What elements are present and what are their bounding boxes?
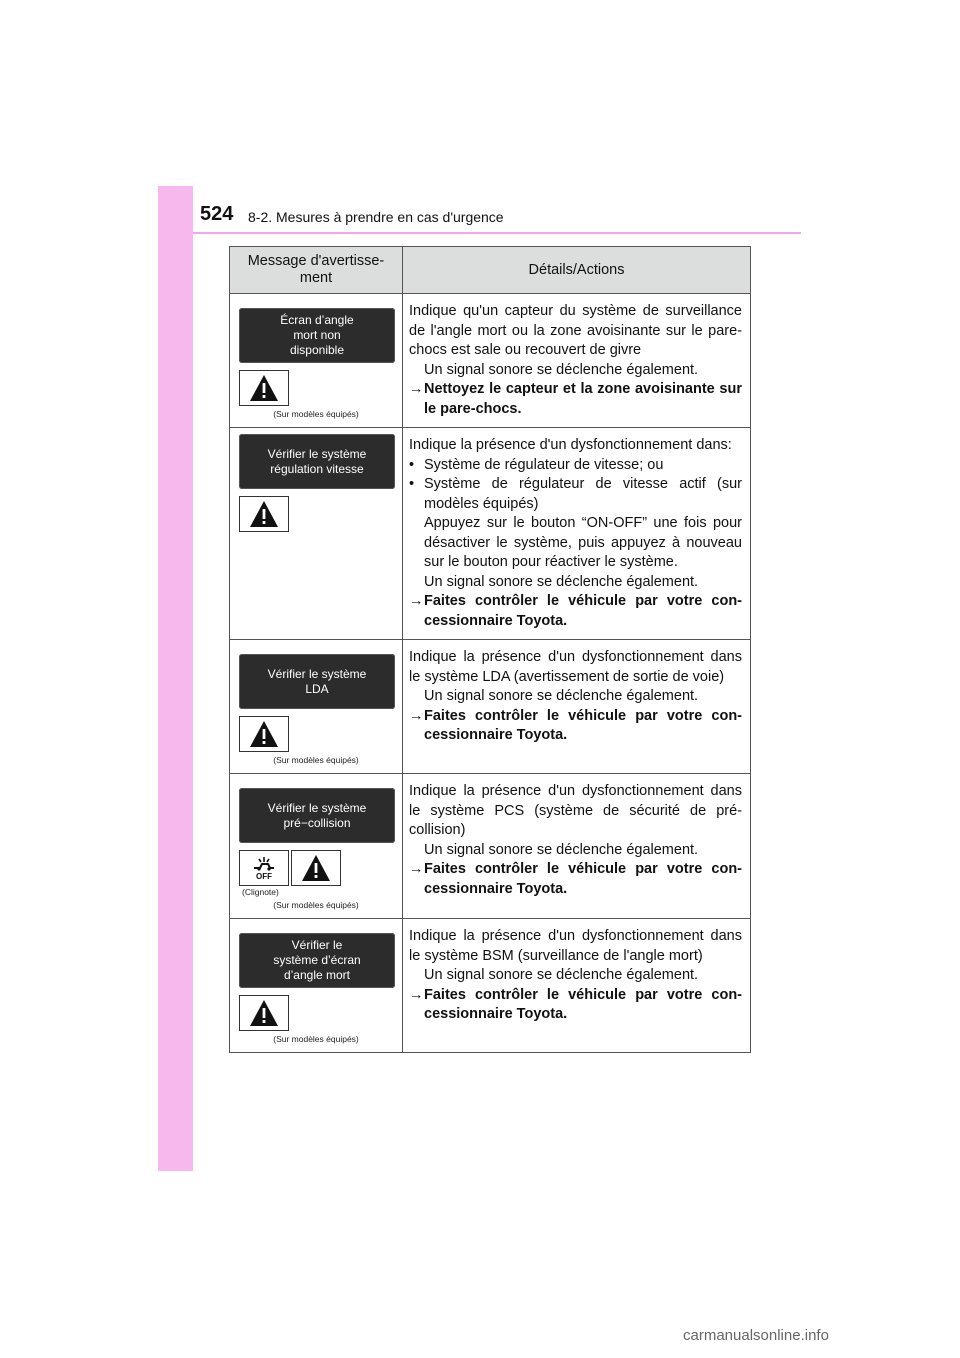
list-item — [409, 475, 742, 514]
display-line: LDA — [305, 681, 329, 696]
message-cell — [230, 774, 403, 919]
table-row — [230, 640, 751, 774]
row-action — [409, 860, 742, 899]
action-text: Faites contrôler le véhicule par votre con-cessionnaire Toyota. — [424, 986, 742, 1022]
details-cell — [403, 294, 751, 428]
warning-display — [239, 933, 395, 988]
display-line: disponible — [289, 343, 345, 357]
display-line: régulation vitesse — [270, 461, 364, 476]
equipped-footnote: (Sur modèles équipés) — [273, 1034, 359, 1044]
arrow-marker: → — [409, 593, 424, 609]
warning-display — [239, 434, 395, 489]
section-title: 8-2. Mesures à prendre en cas d'urgence — [248, 209, 504, 225]
action-text: Faites contrôler le véhicule par votre con-cessionnaire Toyota. — [424, 707, 742, 743]
row-note: Un signal sonore se déclenche également. — [424, 688, 699, 704]
warning-triangle-icon — [239, 370, 289, 406]
display-line: d’angle mort — [283, 968, 351, 982]
message-cell — [230, 294, 403, 428]
table-header-row — [230, 247, 751, 294]
message-cell — [230, 428, 403, 640]
action-text: Faites contrôler le véhicule par votre con-cessionnaire Toyota. — [424, 861, 742, 897]
pcs-off-icon — [239, 850, 289, 886]
table-row — [230, 294, 751, 428]
row-description: Indique la présence d'un dysfonctionnement dans le système BSM (surveillance de l'angle mort) — [409, 928, 742, 964]
details-cell — [403, 919, 751, 1053]
arrow-marker: → — [409, 986, 424, 1003]
display-line: Vérifier le système — [267, 800, 367, 815]
row-note: Un signal sonore se déclenche également. — [424, 967, 699, 983]
row-action — [409, 592, 742, 631]
row-description: Indique la présence d'un dysfonctionnement dans le système PCS (système de sécurité de pré-collision) — [409, 783, 742, 838]
row-action — [409, 707, 742, 746]
action-text: Nettoyez le capteur et la zone avoisinante sur le pare-chocs. — [424, 381, 742, 417]
page-number: 524 — [200, 203, 234, 225]
display-line: Écran d’angle — [280, 313, 354, 327]
details-cell — [403, 640, 751, 774]
display-line: pré−collision — [283, 815, 351, 830]
bullet-marker: • — [409, 476, 415, 492]
warning-triangle-icon — [239, 496, 289, 532]
table-row — [230, 919, 751, 1053]
display-line: système d’écran — [273, 953, 361, 967]
details-cell — [403, 428, 751, 640]
message-cell — [230, 640, 403, 774]
blink-note: (Clignote) — [242, 887, 279, 897]
table-row — [230, 428, 751, 640]
row-action — [409, 380, 742, 419]
display-line: mort non — [293, 328, 341, 342]
details-cell — [403, 774, 751, 919]
row-action — [409, 986, 742, 1025]
display-line: Vérifier le système — [267, 666, 367, 681]
bullet-text: Système de régulateur de vitesse; ou — [424, 456, 664, 473]
warning-triangle-icon — [239, 995, 289, 1031]
row-note: Un signal sonore se déclenche également. — [424, 841, 699, 858]
row-instruction: Appuyez sur le bouton “ON-OFF” une fois pour désactiver le système, puis appuyez à nouveau sur le bouton pour réactiver le système. — [424, 515, 742, 570]
header-rule — [193, 232, 801, 234]
warning-display — [239, 788, 395, 843]
equipped-footnote: (Sur modèles équipés) — [273, 755, 359, 765]
equipped-footnote: (Sur modèles équipés) — [273, 900, 359, 910]
bullet-marker: • — [409, 456, 415, 473]
chapter-sidebar-tab — [158, 186, 193, 1171]
list-item — [409, 456, 742, 476]
warning-message-table — [229, 246, 751, 1053]
table-row — [230, 774, 751, 919]
action-text: Faites contrôler le véhicule par votre con-cessionnaire Toyota. — [424, 593, 742, 629]
display-line: Vérifier le système — [267, 446, 367, 461]
indicator-icons — [239, 843, 402, 886]
warning-display — [239, 308, 395, 363]
watermark: carmanualsonline.info — [683, 1327, 829, 1344]
row-description: Indique la présence d'un dysfonctionnement dans: — [409, 437, 732, 453]
off-label: OFF — [256, 871, 272, 881]
warning-display — [239, 654, 395, 709]
row-description: Indique la présence d'un dysfonctionnement dans le système LDA (avertissement de sortie de voie) — [409, 649, 742, 685]
warning-triangle-icon — [239, 716, 289, 752]
row-description: Indique qu'un capteur du système de surveillance de l'angle mort ou la zone avoisinante sur le pare-chocs est sale ou recouvert de givre — [409, 303, 742, 358]
row-note: Un signal sonore se déclenche également. — [424, 361, 699, 378]
warning-triangle-icon — [291, 850, 341, 886]
col-header-message: Message d'avertisse-ment — [230, 247, 403, 294]
arrow-marker: → — [409, 381, 424, 397]
message-cell — [230, 919, 403, 1053]
bullet-text: Système de régulateur de vitesse actif (sur modèles équipés) — [424, 476, 742, 512]
arrow-marker: → — [409, 861, 424, 877]
col-header-details: Détails/Actions — [403, 247, 751, 294]
equipped-footnote: (Sur modèles équipés) — [273, 409, 359, 419]
display-line: Vérifier le — [291, 938, 343, 952]
arrow-marker: → — [409, 707, 424, 724]
row-note: Un signal sonore se déclenche également. — [424, 573, 699, 590]
